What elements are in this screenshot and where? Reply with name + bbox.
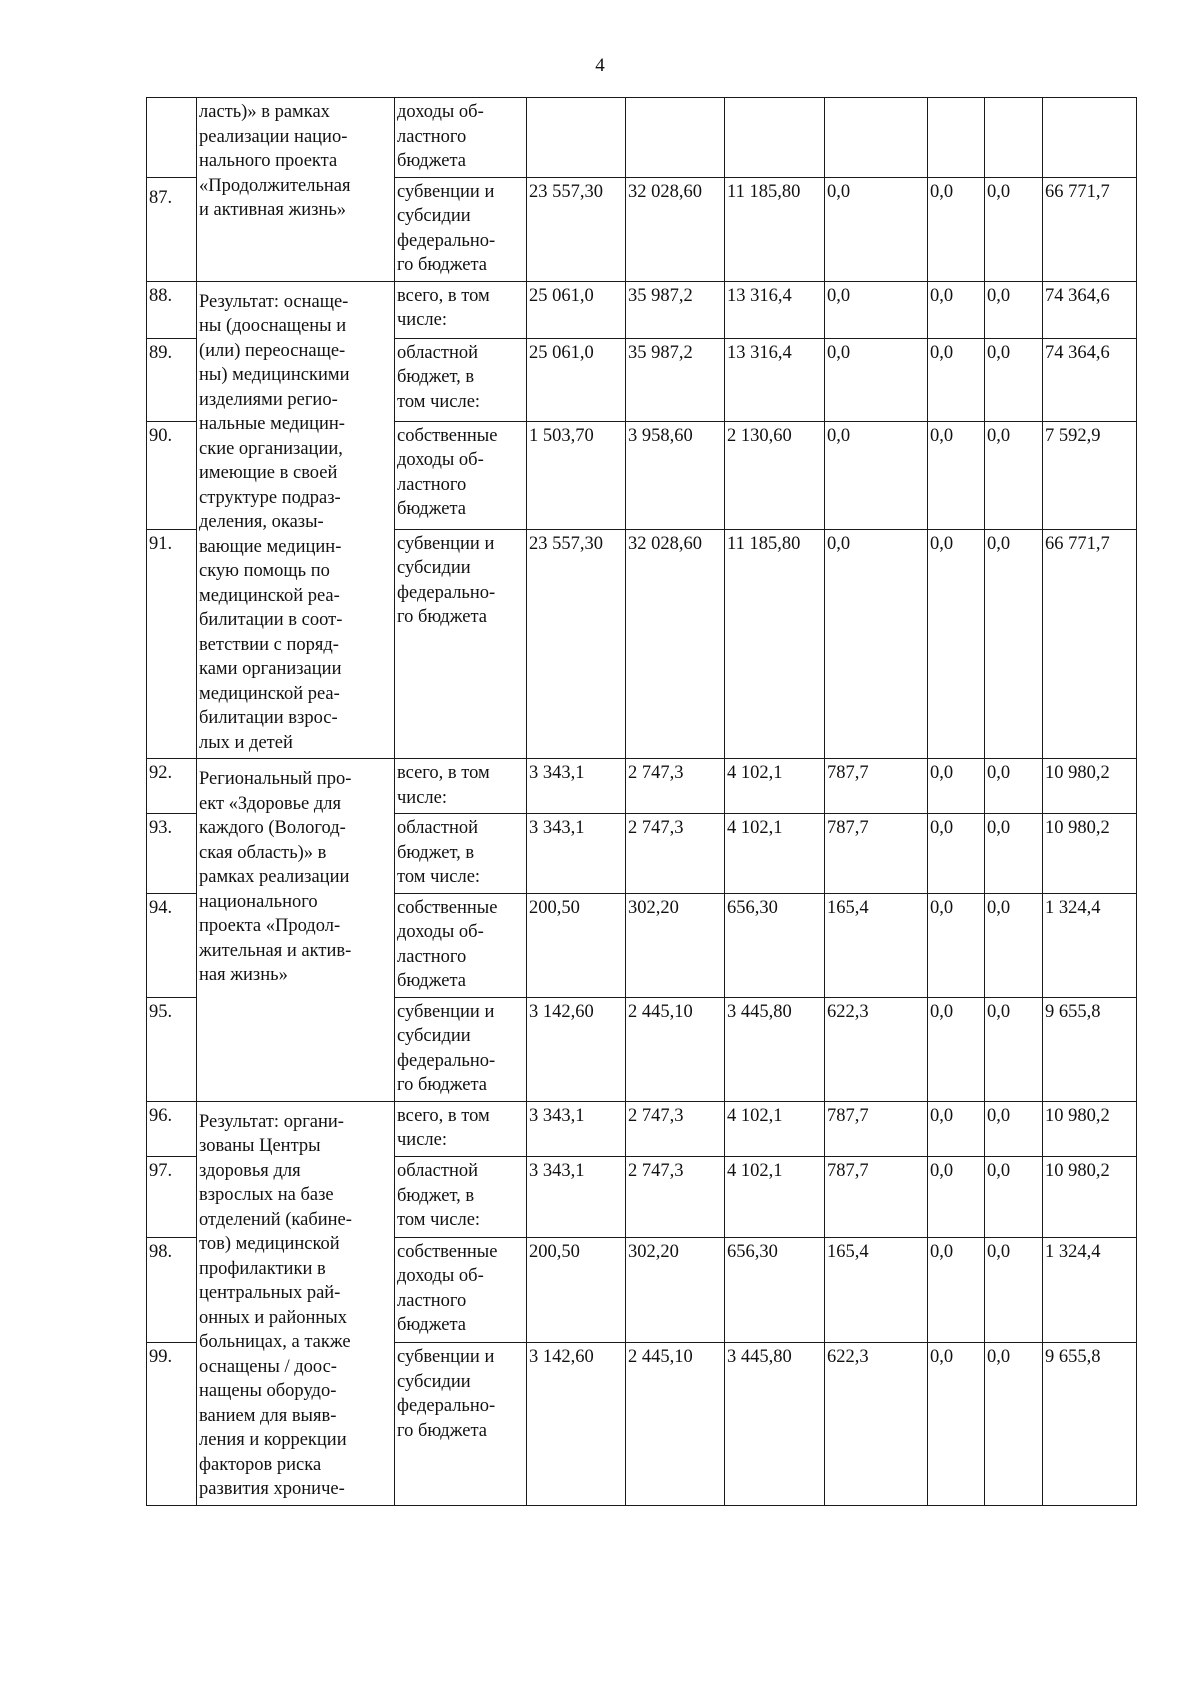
text-line: медицинской реа- xyxy=(199,683,340,704)
year-value: 0,0 xyxy=(985,177,1043,281)
year-value: 200,50 xyxy=(527,1237,626,1342)
year-value: 0,0 xyxy=(928,421,985,529)
text-line: ластного xyxy=(397,1290,467,1311)
text-line: ны) медицинскими xyxy=(199,365,350,385)
year-value: 2 747,3 xyxy=(626,1157,725,1238)
text-line: числе: xyxy=(397,310,447,330)
year-value: 3 142,60 xyxy=(527,997,626,1101)
year-value: 656,30 xyxy=(725,893,825,997)
text-line: скую помощь по xyxy=(199,561,330,581)
result-description xyxy=(197,759,395,1102)
year-value: 622,3 xyxy=(825,997,928,1101)
text-line: профилактики в xyxy=(199,1258,326,1279)
year-value: 3 343,1 xyxy=(527,1101,626,1157)
total-value: 9 655,8 xyxy=(1043,1343,1137,1505)
year-value: 3 445,80 xyxy=(725,997,825,1101)
year-value: 0,0 xyxy=(928,281,985,338)
year-value: 787,7 xyxy=(825,814,928,894)
text-line: ластного xyxy=(397,474,467,495)
year-value: 787,7 xyxy=(825,1101,928,1157)
text-line: реализации нацио- xyxy=(199,126,348,147)
year-value: 302,20 xyxy=(626,1237,725,1342)
text-line: собственные xyxy=(397,1241,498,1262)
funding-source xyxy=(395,529,527,758)
text-line: «Продолжительная xyxy=(199,175,351,196)
year-value: 4 102,1 xyxy=(725,814,825,894)
table-row xyxy=(147,1101,1137,1157)
text-line: доходы об- xyxy=(397,102,484,122)
row-number xyxy=(147,98,197,178)
year-value xyxy=(725,98,825,178)
text-line: Результат: органи- xyxy=(199,1111,344,1132)
text-line: том числе: xyxy=(397,1210,481,1231)
text-line: ления и коррекции xyxy=(199,1430,347,1450)
year-value: 0,0 xyxy=(985,893,1043,997)
year-value xyxy=(527,98,626,178)
text-line: (или) переоснаще- xyxy=(199,340,346,361)
year-value: 3 445,80 xyxy=(725,1343,825,1505)
year-value: 4 102,1 xyxy=(725,1157,825,1238)
text-line: областной xyxy=(397,818,478,838)
text-line: субвенции и xyxy=(397,1347,495,1368)
result-description xyxy=(197,1101,395,1505)
year-value: 0,0 xyxy=(928,759,985,814)
text-line: ект «Здоровье для xyxy=(199,793,342,814)
text-line: субвенции и xyxy=(397,1001,495,1022)
text-line: бюджет, в xyxy=(397,842,475,863)
year-value: 0,0 xyxy=(928,529,985,758)
text-line: ванием для выяв- xyxy=(199,1405,337,1426)
year-value: 0,0 xyxy=(985,759,1043,814)
year-value: 0,0 xyxy=(825,421,928,529)
year-value: 787,7 xyxy=(825,759,928,814)
year-value: 165,4 xyxy=(825,1237,928,1342)
text-line: субвенции и xyxy=(397,533,495,554)
text-line: рамках реализации xyxy=(199,867,350,887)
total-value: 1 324,4 xyxy=(1043,1237,1137,1342)
row-number: 88. xyxy=(147,281,197,338)
row-number: 89. xyxy=(147,338,197,421)
table-row xyxy=(147,98,1137,178)
year-value: 302,20 xyxy=(626,893,725,997)
year-value: 2 445,10 xyxy=(626,1343,725,1505)
year-value: 0,0 xyxy=(985,997,1043,1101)
text-line: лых и детей xyxy=(199,732,293,753)
text-line: нального проекта xyxy=(199,151,338,171)
text-line: ласть)» в рамках xyxy=(199,102,330,122)
year-value: 0,0 xyxy=(928,177,985,281)
table-row xyxy=(147,281,1137,338)
text-line: федерально- xyxy=(397,1050,496,1071)
text-line: нащены оборудо- xyxy=(199,1381,337,1401)
text-line: здоровья для xyxy=(199,1160,301,1181)
text-line: проекта «Продол- xyxy=(199,916,341,936)
funding-source xyxy=(395,997,527,1101)
total-value: 7 592,9 xyxy=(1043,421,1137,529)
row-number: 99. xyxy=(147,1343,197,1505)
year-value xyxy=(928,98,985,178)
funding-source xyxy=(395,281,527,338)
year-value: 0,0 xyxy=(985,1343,1043,1505)
year-value: 0,0 xyxy=(985,338,1043,421)
text-line: субсидии xyxy=(397,1371,471,1392)
text-line: го бюджета xyxy=(397,607,487,628)
text-line: бюджет, в xyxy=(397,1185,475,1206)
text-line: изделиями регио- xyxy=(199,389,338,410)
text-line: вающие медицин- xyxy=(199,536,342,557)
year-value: 2 747,3 xyxy=(626,1101,725,1157)
text-line: собственные xyxy=(397,425,498,446)
total-value: 74 364,6 xyxy=(1043,338,1137,421)
total-value: 10 980,2 xyxy=(1043,814,1137,894)
funding-source xyxy=(395,98,527,178)
funding-source xyxy=(395,338,527,421)
year-value: 0,0 xyxy=(985,1101,1043,1157)
year-value: 0,0 xyxy=(928,893,985,997)
text-line: областной xyxy=(397,1161,478,1182)
total-value xyxy=(1043,98,1137,178)
text-line: бюджета xyxy=(397,971,466,991)
year-value: 3 343,1 xyxy=(527,759,626,814)
text-line: Результат: оснаще- xyxy=(199,291,349,312)
text-line: билитации в соот- xyxy=(199,610,343,630)
text-line: доходы об- xyxy=(397,922,484,942)
text-line: го бюджета xyxy=(397,1420,487,1441)
row-number: 97. xyxy=(147,1157,197,1238)
year-value: 32 028,60 xyxy=(626,529,725,758)
year-value: 32 028,60 xyxy=(626,177,725,281)
text-line: нальные медицин- xyxy=(199,414,345,434)
text-line: оснащены / доос- xyxy=(199,1356,337,1377)
text-line: отделений (кабине- xyxy=(199,1209,352,1230)
year-value: 0,0 xyxy=(928,1237,985,1342)
total-value: 9 655,8 xyxy=(1043,997,1137,1101)
text-line: ская область)» в xyxy=(199,842,327,863)
text-line: ластного xyxy=(397,126,467,147)
year-value: 0,0 xyxy=(985,1157,1043,1238)
year-value xyxy=(985,98,1043,178)
year-value: 3 343,1 xyxy=(527,814,626,894)
year-value: 622,3 xyxy=(825,1343,928,1505)
year-value: 35 987,2 xyxy=(626,338,725,421)
text-line: ластного xyxy=(397,946,467,967)
year-value xyxy=(825,98,928,178)
year-value: 0,0 xyxy=(825,529,928,758)
text-line: том числе: xyxy=(397,391,481,412)
text-line: всего, в том xyxy=(397,763,490,783)
year-value: 11 185,80 xyxy=(725,177,825,281)
funding-source xyxy=(395,1101,527,1157)
text-line: зованы Центры xyxy=(199,1136,321,1156)
year-value: 4 102,1 xyxy=(725,759,825,814)
year-value: 3 142,60 xyxy=(527,1343,626,1505)
text-line: федерально- xyxy=(397,230,496,251)
year-value xyxy=(626,98,725,178)
text-line: всего, в том xyxy=(397,285,490,306)
year-value: 0,0 xyxy=(928,814,985,894)
row-number: 92. xyxy=(147,759,197,814)
text-line: тов) медицинской xyxy=(199,1234,340,1254)
text-line: имеющие в своей xyxy=(199,463,338,483)
text-line: Региональный про- xyxy=(199,769,352,789)
row-number: 87. xyxy=(147,177,197,281)
year-value: 2 130,60 xyxy=(725,421,825,529)
text-line: субсидии xyxy=(397,558,471,579)
budget-table xyxy=(146,97,1137,1506)
text-line: ная жизнь» xyxy=(199,965,288,985)
year-value: 3 958,60 xyxy=(626,421,725,529)
year-value: 11 185,80 xyxy=(725,529,825,758)
year-value: 3 343,1 xyxy=(527,1157,626,1238)
year-value: 2 747,3 xyxy=(626,814,725,894)
row-number: 98. xyxy=(147,1237,197,1342)
text-line: ские организации, xyxy=(199,438,343,459)
funding-source xyxy=(395,1237,527,1342)
year-value: 13 316,4 xyxy=(725,281,825,338)
year-value: 1 503,70 xyxy=(527,421,626,529)
text-line: ветствии с поряд- xyxy=(199,634,339,655)
row-number: 94. xyxy=(147,893,197,997)
funding-source xyxy=(395,1343,527,1505)
year-value: 200,50 xyxy=(527,893,626,997)
year-value: 4 102,1 xyxy=(725,1101,825,1157)
row-number: 96. xyxy=(147,1101,197,1157)
year-value: 0,0 xyxy=(985,421,1043,529)
funding-source xyxy=(395,421,527,529)
text-line: структуре подраз- xyxy=(199,487,341,508)
text-line: доходы об- xyxy=(397,450,484,471)
text-line: субсидии xyxy=(397,206,471,226)
text-line: го бюджета xyxy=(397,255,487,275)
total-value: 10 980,2 xyxy=(1043,759,1137,814)
result-description xyxy=(197,98,395,282)
row-number: 95. xyxy=(147,997,197,1101)
total-value: 1 324,4 xyxy=(1043,893,1137,997)
text-line: субвенции и xyxy=(397,181,495,202)
text-line: всего, в том xyxy=(397,1105,490,1126)
year-value: 787,7 xyxy=(825,1157,928,1238)
text-line: жительная и актив- xyxy=(199,940,352,961)
year-value: 25 061,0 xyxy=(527,338,626,421)
year-value: 25 061,0 xyxy=(527,281,626,338)
text-line: медицинской реа- xyxy=(199,585,340,606)
year-value: 0,0 xyxy=(928,1157,985,1238)
text-line: областной xyxy=(397,342,478,363)
year-value: 0,0 xyxy=(825,338,928,421)
text-line: го бюджета xyxy=(397,1075,487,1095)
text-line: бюджет, в xyxy=(397,367,475,388)
year-value: 0,0 xyxy=(928,338,985,421)
year-value: 2 445,10 xyxy=(626,997,725,1101)
funding-source xyxy=(395,177,527,281)
text-line: и активная жизнь» xyxy=(199,200,347,220)
total-value: 66 771,7 xyxy=(1043,177,1137,281)
text-line: бюджета xyxy=(397,499,466,520)
text-line: онных и районных xyxy=(199,1307,347,1328)
year-value: 0,0 xyxy=(825,177,928,281)
row-number: 90. xyxy=(147,421,197,529)
text-line: том числе: xyxy=(397,867,481,887)
result-description xyxy=(197,281,395,759)
total-value: 10 980,2 xyxy=(1043,1101,1137,1157)
text-line: развития хрониче- xyxy=(199,1479,345,1499)
year-value: 23 557,30 xyxy=(527,177,626,281)
text-line: деления, оказы- xyxy=(199,512,324,532)
text-line: бюджета xyxy=(397,1315,466,1336)
text-line: каждого (Вологод- xyxy=(199,818,346,838)
total-value: 74 364,6 xyxy=(1043,281,1137,338)
year-value: 0,0 xyxy=(985,281,1043,338)
row-number: 93. xyxy=(147,814,197,894)
text-line: ками организации xyxy=(199,659,342,679)
text-line: взрослых на базе xyxy=(199,1185,334,1205)
total-value: 66 771,7 xyxy=(1043,529,1137,758)
row-number: 91. xyxy=(147,529,197,758)
year-value: 0,0 xyxy=(928,1343,985,1505)
text-line: больницах, а также xyxy=(199,1332,351,1352)
text-line: билитации взрос- xyxy=(199,708,338,728)
text-line: факторов риска xyxy=(199,1454,322,1475)
year-value: 23 557,30 xyxy=(527,529,626,758)
funding-source xyxy=(395,759,527,814)
year-value: 165,4 xyxy=(825,893,928,997)
text-line: ны (дооснащены и xyxy=(199,316,347,336)
page-number: 4 xyxy=(595,55,605,76)
text-line: собственные xyxy=(397,897,498,918)
year-value: 0,0 xyxy=(985,529,1043,758)
year-value: 35 987,2 xyxy=(626,281,725,338)
year-value: 13 316,4 xyxy=(725,338,825,421)
year-value: 0,0 xyxy=(928,997,985,1101)
year-value: 0,0 xyxy=(985,1237,1043,1342)
text-line: федерально- xyxy=(397,1396,496,1417)
text-line: бюджета xyxy=(397,151,466,171)
year-value: 2 747,3 xyxy=(626,759,725,814)
table-row xyxy=(147,759,1137,814)
table-body xyxy=(147,98,1137,1506)
text-line: числе: xyxy=(397,1130,447,1150)
funding-source xyxy=(395,1157,527,1238)
year-value: 656,30 xyxy=(725,1237,825,1342)
text-line: центральных рай- xyxy=(199,1283,341,1303)
year-value: 0,0 xyxy=(825,281,928,338)
text-line: национального xyxy=(199,891,318,912)
total-value: 10 980,2 xyxy=(1043,1157,1137,1238)
funding-source xyxy=(395,814,527,894)
text-line: субсидии xyxy=(397,1026,471,1046)
text-line: числе: xyxy=(397,787,447,808)
text-line: доходы об- xyxy=(397,1266,484,1287)
text-line: федерально- xyxy=(397,582,496,603)
funding-source xyxy=(395,893,527,997)
year-value: 0,0 xyxy=(985,814,1043,894)
year-value: 0,0 xyxy=(928,1101,985,1157)
